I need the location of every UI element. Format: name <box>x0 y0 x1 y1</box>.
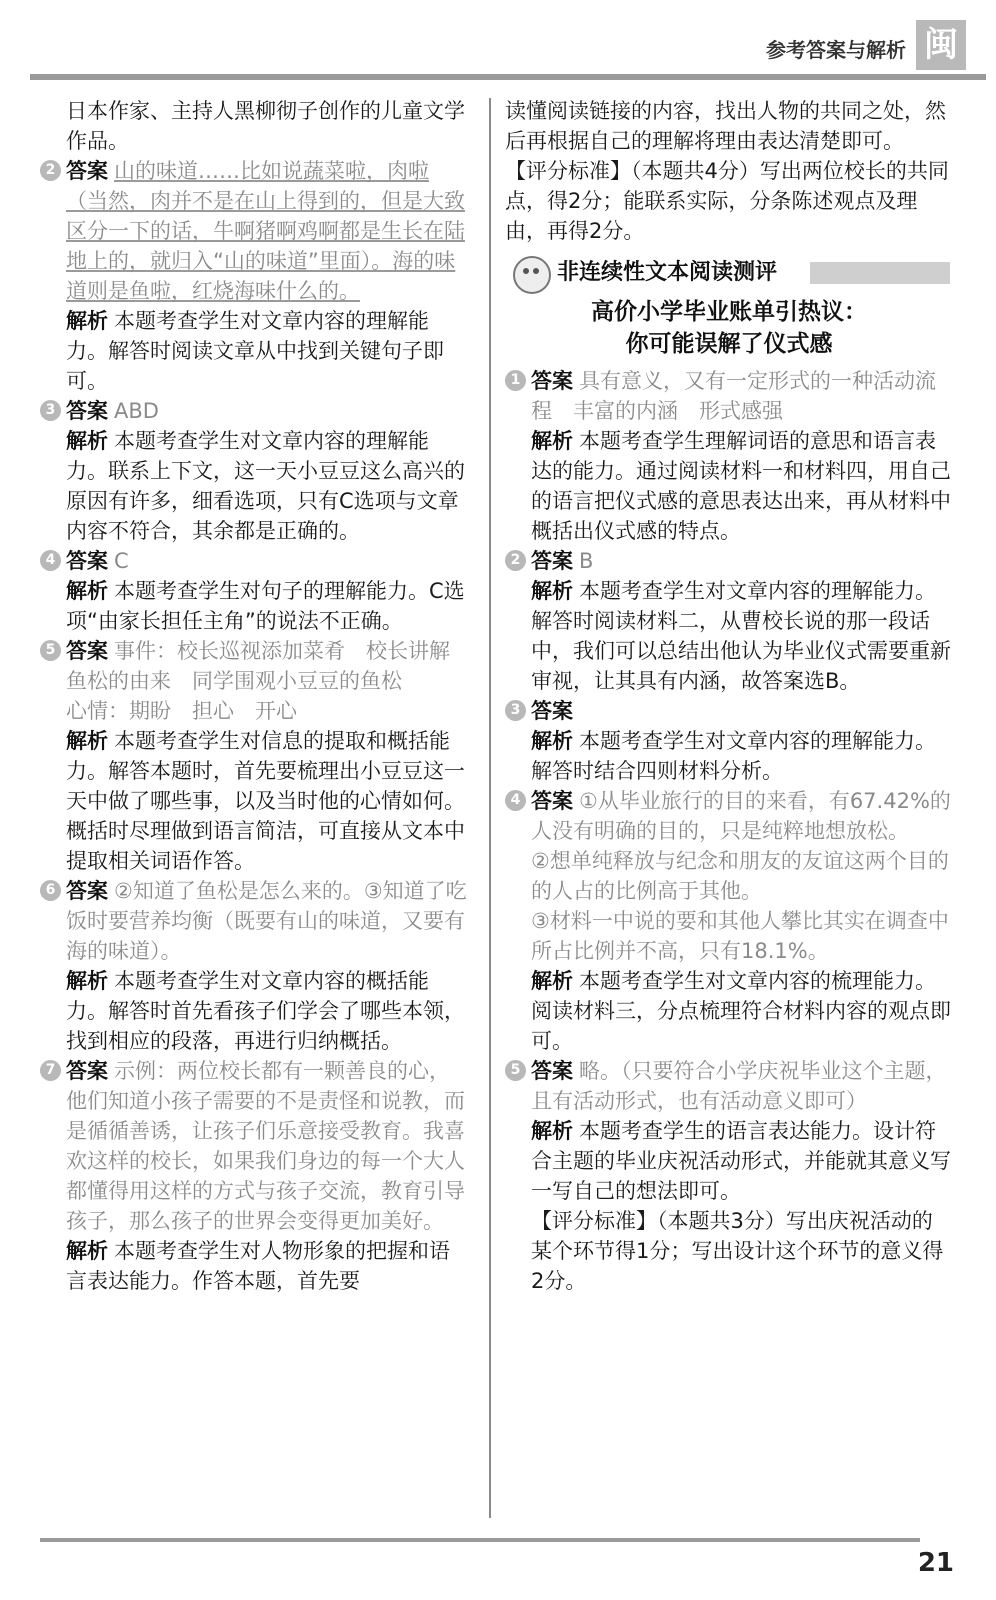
analysis-label: 解析 <box>66 429 108 453</box>
question-number-badge: 6 <box>40 880 61 901</box>
analysis <box>505 426 953 546</box>
scoring-criteria: 【评分标准】（本题共4分）写出两位校长的共同点，得2分；能联系实际，分条陈述观点及理由，再得2分。 <box>505 159 949 243</box>
answer-text: 事件：校长巡视添加菜肴 校长讲解鱼松的由来 同学围观小豆豆的鱼松 <box>66 639 450 693</box>
answer-label: 答案 <box>66 159 108 183</box>
left-question-4 <box>40 546 470 576</box>
student-face-icon <box>513 256 551 294</box>
continued-text: 读懂阅读链接的内容，找出人物的共同之处，然后再根据自己的理解将理由表达清楚即可。 <box>505 99 946 153</box>
answer-label: 答案 <box>66 879 108 903</box>
answer-text: C <box>114 549 129 573</box>
analysis-label: 解析 <box>531 1119 573 1143</box>
left-question-2 <box>40 156 470 306</box>
analysis-label: 解析 <box>66 729 108 753</box>
answer-label: 答案 <box>531 699 573 723</box>
intro-text: 日本作家、主持人黑柳彻子创作的儿童文学作品。 <box>66 99 465 153</box>
analysis-text: 本题考查学生理解词语的意思和语言表达的能力。通过阅读材料一和材料四，用自己的语言把仪式感的意思表达出来，再从材料中概括出仪式感的特点。 <box>531 429 951 543</box>
left-question-5 <box>40 636 470 696</box>
answer-label: 答案 <box>66 639 108 663</box>
answer-text: 示例：两位校长都有一颗善良的心，他们知道小孩子需要的不是责怪和说教，而是循循善诱，让孩子们乐意接受教育。我喜欢这样的校长，如果我们身边的每一个大人都懂得用这样的方式与孩子交流，教育引导孩子，那么孩子的世界会变得更加美好。 <box>66 1059 465 1233</box>
analysis-text: 本题考查学生对句子的理解能力。C选项“由家长担任主角”的说法不正确。 <box>66 579 465 633</box>
analysis-label: 解析 <box>531 579 573 603</box>
section-header <box>505 256 953 292</box>
analysis <box>40 576 470 636</box>
question-number-badge: 1 <box>505 370 526 391</box>
analysis-label: 解析 <box>66 579 108 603</box>
question-number-badge: 5 <box>40 640 61 661</box>
answer-text: 山的味道……比如说蔬菜啦，肉啦（当然，肉并不是在山上得到的，但是大致区分一下的话，牛啊猪啊鸡啊都是生长在陆地上的，就归入“山的味道”里面）。海的味道则是鱼啦，红烧海味什么的。 <box>66 159 465 303</box>
analysis <box>505 1116 953 1206</box>
answer-text-point-3: ③材料一中说的要和其他人攀比其实在调查中所占比例并不高，只有18.1%。 <box>531 909 949 963</box>
analysis <box>40 726 470 876</box>
question-number-badge: 5 <box>505 1060 526 1081</box>
answer-label: 答案 <box>531 369 573 393</box>
analysis-text: 本题考查学生对文章内容的理解能力。解答时结合四则材料分析。 <box>531 729 936 783</box>
left-column <box>40 96 470 1296</box>
left-question-3 <box>40 396 470 426</box>
analysis-label: 解析 <box>66 969 108 993</box>
answer-text: ABD <box>114 399 159 423</box>
analysis-label: 解析 <box>66 309 108 333</box>
analysis-text: 本题考查学生对文章内容的概括能力。解答时首先看孩子们学会了哪些本领，找到相应的段落，再进行归纳概括。 <box>66 969 465 1053</box>
question-number-badge: 2 <box>40 160 61 181</box>
answer-text: ①从毕业旅行的目的来看，有67.42%的人没有明确的目的，只是纯粹地想放松。 <box>531 789 951 843</box>
answer-label: 答案 <box>66 399 108 423</box>
analysis-text: 本题考查学生对文章内容的理解能力。联系上下文，这一天小豆豆这么高兴的原因有许多，细看选项，只有C选项与文章内容不符合，其余都是正确的。 <box>66 429 465 543</box>
section-bar <box>810 262 950 284</box>
analysis-label: 解析 <box>531 729 573 753</box>
analysis-text: 本题考查学生对文章内容的梳理能力。阅读材料三，分点梳理符合材料内容的观点即可。 <box>531 969 951 1053</box>
answer-label: 答案 <box>531 1059 573 1083</box>
page-number: 21 <box>917 1548 954 1578</box>
article-title-line-2: 你可能误解了仪式感 <box>625 331 833 357</box>
answer-label: 答案 <box>66 1059 108 1083</box>
question-number-badge: 3 <box>505 700 526 721</box>
analysis <box>40 1236 470 1296</box>
question-number-badge: 4 <box>505 790 526 811</box>
analysis-text: 本题考查学生对人物形象的把握和语言表达能力。作答本题，首先要 <box>66 1239 450 1293</box>
article-title <box>505 296 953 360</box>
analysis <box>505 576 953 696</box>
analysis-text: 本题考查学生对文章内容的理解能力。解答时阅读文章从中找到关键句子即可。 <box>66 309 444 393</box>
answer-text: B <box>579 549 594 573</box>
question-number-badge: 4 <box>40 550 61 571</box>
answer-text: ②知道了鱼松是怎么来的。③知道了吃饭时要营养均衡（既要有山的味道，又要有海的味道）。 <box>66 879 467 963</box>
analysis <box>505 966 953 1056</box>
right-question-2 <box>505 546 953 576</box>
question-number-badge: 2 <box>505 550 526 571</box>
right-question-3 <box>505 696 953 726</box>
analysis-label: 解析 <box>531 969 573 993</box>
answer-label: 答案 <box>66 549 108 573</box>
analysis-label: 解析 <box>531 429 573 453</box>
analysis <box>40 426 470 546</box>
right-column <box>505 96 953 1296</box>
header-rule <box>30 74 986 80</box>
answer-text-point-2: ②想单纯释放与纪念和朋友的友谊这两个目的的人占的比例高于其他。 <box>531 849 949 903</box>
answer-text: 具有意义，又有一定形式的一种活动流程 丰富的内涵 形式感强 <box>531 369 936 423</box>
right-question-1 <box>505 366 953 426</box>
answer-text-line-2: 心情：期盼 担心 开心 <box>66 699 297 723</box>
right-question-4 <box>505 786 953 846</box>
column-divider <box>489 98 491 1518</box>
left-question-6 <box>40 876 470 966</box>
header-title: 参考答案与解析 <box>766 38 906 62</box>
right-question-5 <box>505 1056 953 1116</box>
header-stamp-icon: 闽 <box>916 20 966 70</box>
scoring-criteria: 【评分标准】（本题共3分）写出庆祝活动的某个环节得1分；写出设计这个环节的意义得2分。 <box>531 1209 944 1293</box>
question-number-badge: 7 <box>40 1060 61 1081</box>
footer-rule <box>40 1538 920 1542</box>
article-title-line-1: 高价小学毕业账单引热议： <box>591 299 867 325</box>
section-title: 非连续性文本阅读测评 <box>557 260 778 285</box>
analysis-text: 本题考查学生对文章内容的理解能力。解答时阅读材料二，从曹校长说的那一段话中，我们可以总结出他认为毕业仪式需要重新审视，让其具有内涵，故答案选B。 <box>531 579 951 693</box>
left-question-7 <box>40 1056 470 1236</box>
analysis <box>505 726 953 786</box>
answer-label: 答案 <box>531 549 573 573</box>
analysis-text: 本题考查学生对信息的提取和概括能力。解答本题时，首先要梳理出小豆豆这一天中做了哪些事，以及当时他的心情如何。概括时尽理做到语言简洁，可直接从文本中提取相关词语作答。 <box>66 729 465 873</box>
answer-label: 答案 <box>531 789 573 813</box>
analysis <box>40 306 470 396</box>
analysis-label: 解析 <box>66 1239 108 1263</box>
analysis-text: 本题考查学生的语言表达能力。设计符合主题的毕业庆祝活动形式，并能就其意义写一写自己的想法即可。 <box>531 1119 951 1203</box>
question-number-badge: 3 <box>40 400 61 421</box>
answer-text: 略。（只要符合小学庆祝毕业这个主题，且有活动形式，也有活动意义即可） <box>531 1059 947 1113</box>
analysis <box>40 966 470 1056</box>
